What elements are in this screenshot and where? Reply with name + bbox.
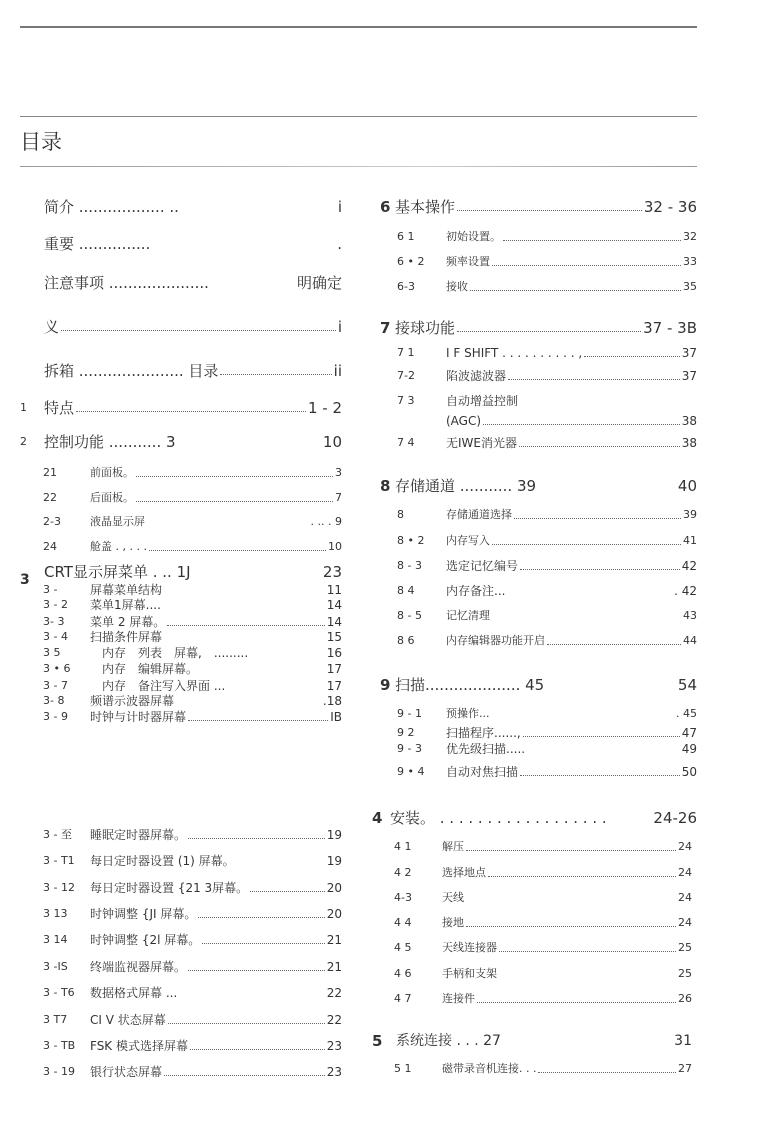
- entry-page: 44: [683, 634, 697, 647]
- entry-title: 特点: [44, 399, 75, 417]
- entry-page: 24: [678, 891, 692, 904]
- entry-number: 5 1: [394, 1062, 412, 1075]
- toc-entry[interactable]: [0, 964, 784, 984]
- entry-page: 38: [681, 436, 697, 450]
- dot-leader: [136, 501, 333, 502]
- entry-number: 4 6: [394, 967, 412, 980]
- entry-title: 预操作...: [446, 707, 490, 720]
- toc-entry[interactable]: [0, 433, 784, 453]
- entry-title: 自动对焦扫描: [446, 765, 519, 779]
- entry-title: 初始设置。: [446, 230, 501, 243]
- entry-number: 1: [20, 401, 27, 414]
- entry-number: 8 - 3: [397, 559, 422, 572]
- entry-number: 4 5: [394, 941, 412, 954]
- entry-title: 每日定时器设置 {21 3屏幕。: [90, 881, 249, 895]
- entry-page: 37 - 3B: [643, 319, 697, 337]
- entry-page: 47: [681, 726, 697, 740]
- entry-title: FSK 模式选择屏幕: [90, 1039, 188, 1053]
- dot-leader: [457, 331, 641, 332]
- entry-number: 8 - 5: [397, 609, 422, 622]
- entry-page: 11: [326, 583, 342, 597]
- dot-leader: [519, 446, 680, 447]
- entry-title: 扫描.................... 45: [395, 676, 545, 694]
- entry-page: .18: [322, 694, 342, 708]
- entry-page: 17: [326, 679, 342, 693]
- entry-page: 21: [326, 933, 342, 947]
- entry-title: 基本操作: [395, 198, 456, 216]
- toc-entry[interactable]: [0, 888, 784, 908]
- entry-page: .: [337, 235, 342, 253]
- entry-number: 7 3: [397, 394, 415, 407]
- entry-page: 23: [326, 1039, 342, 1053]
- entry-title: I F SHIFT . . . . . . . . . . ,: [446, 346, 583, 360]
- entry-title: 系统连接 . . . 27: [396, 1033, 501, 1049]
- entry-title: 无IWE消光器: [446, 436, 517, 450]
- entry-page: 22: [326, 1013, 342, 1027]
- entry-title: 存储通道选择: [446, 508, 512, 521]
- dot-leader: [466, 850, 676, 851]
- entry-page: 27: [678, 1062, 692, 1075]
- toc-entry[interactable]: [0, 366, 784, 386]
- entry-title: 内存 编辑屏幕。: [90, 662, 199, 676]
- entry-number: 3 T7: [43, 1013, 68, 1026]
- entry-number: 5: [372, 1032, 383, 1050]
- toc-entry[interactable]: [0, 913, 784, 933]
- entry-page: 22: [326, 986, 342, 1000]
- entry-title: 注意事项 .....................: [44, 274, 209, 292]
- entry-page: 37: [681, 346, 697, 360]
- entry-number: 7: [380, 319, 391, 337]
- toc-entry[interactable]: [0, 631, 784, 651]
- entry-page: 3: [335, 466, 342, 479]
- page-title: 目录: [20, 130, 62, 154]
- entry-number: 3 - 4: [43, 630, 68, 643]
- entry-number: 4-3: [394, 891, 412, 904]
- entry-title: 选定记忆编号: [446, 559, 519, 573]
- entry-page: . .. . 9: [310, 515, 342, 528]
- entry-page: 24: [678, 840, 692, 853]
- entry-title: 自动增益控制: [446, 394, 519, 408]
- entry-page: 26: [678, 992, 692, 1005]
- entry-page: 14: [326, 598, 342, 612]
- entry-page: i: [337, 198, 342, 216]
- entry-page: 25: [678, 941, 692, 954]
- entry-title: 安装。 . . . . . . . . . . . . . . . . . .: [390, 809, 607, 827]
- entry-title: 屏幕菜单结构: [90, 583, 163, 597]
- entry-number: 6: [380, 198, 391, 216]
- entry-title: 菜单1屏幕....: [90, 598, 161, 612]
- entry-number: 9 • 4: [397, 765, 425, 778]
- toc-entry[interactable]: [0, 938, 784, 958]
- entry-page: 39: [683, 508, 697, 521]
- entry-page: 50: [681, 765, 697, 779]
- entry-number: 3 - 7: [43, 679, 68, 692]
- entry-number: 3 - 12: [43, 881, 75, 894]
- dot-leader: [168, 1023, 325, 1024]
- entry-page: 25: [678, 967, 692, 980]
- entry-number: 3 14: [43, 933, 68, 946]
- dot-leader: [492, 265, 681, 266]
- toc-entry[interactable]: [0, 837, 784, 857]
- entry-number: 8: [397, 508, 404, 521]
- entry-title: 天线连接器: [442, 941, 497, 954]
- toc-entry[interactable]: [0, 227, 784, 247]
- title-rule: [20, 166, 697, 167]
- dot-leader: [457, 210, 642, 211]
- entry-title: 频率设置: [446, 255, 490, 268]
- entry-number: 8: [380, 477, 391, 495]
- entry-number: 3- 3: [43, 615, 65, 628]
- entry-number: 7-2: [397, 369, 415, 382]
- dot-leader: [523, 736, 680, 737]
- entry-title: CRT显示屏菜单 . .. 1J: [44, 563, 191, 581]
- entry-number: 4 1: [394, 840, 412, 853]
- dot-leader: [584, 356, 680, 357]
- dot-leader: [538, 1072, 676, 1073]
- entry-title: 解压: [442, 840, 464, 853]
- entry-title: 记忆清理: [446, 609, 490, 622]
- toc-entry[interactable]: [0, 989, 784, 1009]
- header-rule: [20, 116, 697, 117]
- entry-title: 液晶显示屏: [90, 515, 145, 528]
- entry-title: 接收: [446, 280, 468, 293]
- entry-page: 20: [326, 907, 342, 921]
- entry-page: 49: [681, 742, 697, 756]
- entry-number: 8 6: [397, 634, 415, 647]
- entry-number: 9 - 1: [397, 707, 422, 720]
- entry-title: 扫描程序......,: [446, 726, 521, 740]
- entry-page: 23: [322, 563, 342, 581]
- entry-page: 19: [326, 854, 342, 868]
- entry-page: . 45: [676, 707, 697, 720]
- entry-title: 拆箱 ...................... 目录: [44, 362, 219, 380]
- dot-leader: [508, 379, 680, 380]
- dot-leader: [520, 775, 680, 776]
- entry-title: 天线: [442, 891, 464, 904]
- dot-leader: [470, 290, 681, 291]
- entry-title: (AGC): [446, 414, 482, 428]
- entry-number: 3 - 2: [43, 598, 68, 611]
- entry-title: 接地: [442, 916, 464, 929]
- entry-title: 陷波滤波器: [446, 369, 507, 383]
- entry-page: 17: [326, 662, 342, 676]
- entry-number: 7 4: [397, 436, 415, 449]
- entry-title: 重要 ...............: [44, 235, 151, 253]
- entry-page: ii: [333, 362, 342, 380]
- entry-number: 2-3: [43, 515, 61, 528]
- entry-number: 22: [43, 491, 57, 504]
- entry-title: 数据格式屏幕 ...: [90, 986, 178, 1000]
- entry-number: 7 1: [397, 346, 415, 359]
- entry-page: 19: [326, 828, 342, 842]
- entry-page: 24: [678, 916, 692, 929]
- toc-entry[interactable]: [0, 581, 784, 601]
- entry-title: 连接件: [442, 992, 475, 1005]
- entry-page: 16: [326, 646, 342, 660]
- toc-entry[interactable]: [0, 318, 784, 338]
- toc-entry[interactable]: [0, 197, 784, 217]
- dot-leader: [547, 644, 681, 645]
- entry-number: 9 2: [397, 726, 415, 739]
- entry-number: 3 - T6: [43, 986, 75, 999]
- entry-page: 40: [677, 477, 697, 495]
- toc-entry[interactable]: [0, 277, 784, 297]
- entry-title: 磁带录音机连接. . .: [442, 1062, 537, 1075]
- entry-number: 3 -: [43, 583, 58, 596]
- entry-title: 舱盖 . , . . .: [90, 540, 147, 553]
- dot-leader: [466, 926, 676, 927]
- toc-entry[interactable]: [0, 675, 784, 695]
- toc-entry[interactable]: [0, 606, 784, 626]
- entry-number: 3 - T1: [43, 854, 75, 867]
- entry-title: 义: [44, 318, 60, 336]
- entry-title: 后面板。: [90, 491, 134, 504]
- toc-entry[interactable]: [0, 863, 784, 883]
- entry-number: 3: [20, 572, 30, 588]
- entry-page: 43: [683, 609, 697, 622]
- entry-page: 10: [322, 433, 342, 451]
- entry-title: 睡眠定时器屏幕。: [90, 828, 187, 842]
- dot-leader: [499, 951, 676, 952]
- toc-entry[interactable]: [0, 762, 784, 782]
- toc-entry[interactable]: [0, 411, 784, 431]
- entry-page: 21: [326, 960, 342, 974]
- entry-number: 8 4: [397, 584, 415, 597]
- entry-number: 4 2: [394, 866, 412, 879]
- entry-number: 24: [43, 540, 57, 553]
- entry-title: 内存备注...: [446, 584, 506, 598]
- entry-title: 时钟与计时器屏幕: [90, 710, 187, 724]
- toc-entry[interactable]: [0, 808, 784, 828]
- toc-entry[interactable]: [0, 343, 784, 363]
- entry-page: 24: [678, 866, 692, 879]
- dot-leader: [520, 569, 680, 570]
- entry-title: 银行状态屏幕: [90, 1065, 163, 1079]
- toc-entry[interactable]: [0, 531, 784, 551]
- entry-title: 菜单 2 屏幕。: [90, 615, 166, 629]
- entry-number: 2: [20, 435, 27, 448]
- entry-page: 38: [681, 414, 697, 428]
- entry-number: 3 - 至: [43, 828, 72, 841]
- entry-page: 33: [683, 255, 697, 268]
- entry-page: 31: [674, 1033, 692, 1049]
- toc-entry[interactable]: [0, 704, 784, 724]
- entry-page: 15: [326, 630, 342, 644]
- toc-entry[interactable]: [0, 1059, 784, 1079]
- toc-entry[interactable]: [0, 505, 784, 525]
- entry-title: CI V 状态屏幕: [90, 1013, 166, 1027]
- entry-title: 前面板。: [90, 466, 134, 479]
- entry-page: 54: [677, 676, 697, 694]
- dot-leader: [514, 518, 681, 519]
- entry-page: 7: [335, 491, 342, 504]
- entry-page: 35: [683, 280, 697, 293]
- entry-title: 优先级扫描.....: [446, 742, 526, 756]
- entry-page: 41: [683, 534, 697, 547]
- entry-number: 3 - 19: [43, 1065, 75, 1078]
- entry-number: 3- 8: [43, 694, 65, 707]
- entry-title: 控制功能 ........... 3: [44, 433, 176, 451]
- entry-title: 时钟调整 {JI 屏幕。: [90, 907, 197, 921]
- dot-leader: [483, 424, 680, 425]
- entry-number: 3 - TB: [43, 1039, 76, 1052]
- top-rule: [20, 26, 697, 28]
- dot-leader: [477, 1002, 676, 1003]
- entry-page: 24-26: [653, 809, 697, 827]
- entry-title: 扫描条件屏幕: [90, 630, 163, 644]
- toc-entry[interactable]: [0, 556, 784, 576]
- entry-title: 内存编辑器功能开启: [446, 634, 545, 647]
- entry-number: 3 -IS: [43, 960, 68, 973]
- entry-number: 8 • 2: [397, 534, 425, 547]
- dot-leader: [503, 240, 681, 241]
- entry-title: 每日定时器设置 (1) 屏幕。: [90, 854, 235, 868]
- toc-entry[interactable]: [0, 391, 784, 411]
- entry-number: 6 • 2: [397, 255, 425, 268]
- entry-number: 6 1: [397, 230, 415, 243]
- toc-entry[interactable]: [0, 476, 784, 496]
- toc-entry[interactable]: [0, 252, 784, 272]
- entry-title: 选择地点: [442, 866, 486, 879]
- entry-number: 6-3: [397, 280, 415, 293]
- entry-title: 手柄和支架: [442, 967, 497, 980]
- entry-page: 明确定: [296, 274, 342, 292]
- entry-number: 3 • 6: [43, 662, 71, 675]
- entry-number: 4 7: [394, 992, 412, 1005]
- dot-leader: [492, 544, 681, 545]
- entry-title: 内存 备注写入界面 ...: [90, 679, 226, 693]
- entry-title: 接球功能: [395, 319, 456, 337]
- toc-entry[interactable]: [0, 1010, 784, 1030]
- entry-title: 内存 列表 屏幕, .........: [90, 646, 249, 660]
- entry-title: 存储通道 ........... 39: [395, 477, 537, 495]
- entry-page: 14: [326, 615, 342, 629]
- entry-title: 时钟调整 {2l 屏幕。: [90, 933, 201, 947]
- entry-number: 4 4: [394, 916, 412, 929]
- entry-title: 内存写入: [446, 534, 490, 547]
- entry-page: 37: [681, 369, 697, 383]
- entry-page: 10: [328, 540, 342, 553]
- entry-number: 3 5: [43, 646, 61, 659]
- entry-page: 32 - 36: [643, 198, 697, 216]
- entry-title: 简介 .................. ..: [44, 198, 179, 216]
- entry-page: i: [337, 318, 342, 336]
- entry-number: 3 13: [43, 907, 68, 920]
- entry-page: 23: [326, 1065, 342, 1079]
- entry-number: 4: [372, 809, 383, 827]
- toc-entry[interactable]: [0, 739, 784, 759]
- entry-page: 20: [326, 881, 342, 895]
- entry-title: 终端监视器屏幕。: [90, 960, 187, 974]
- entry-page: IB: [330, 710, 342, 724]
- dot-leader: [488, 876, 676, 877]
- entry-page: . 42: [674, 584, 697, 598]
- toc-entry[interactable]: [0, 1031, 784, 1051]
- entry-title: 频谱示波器屏幕: [90, 694, 175, 708]
- entry-number: 3 - 9: [43, 710, 68, 723]
- entry-page: 1 - 2: [307, 399, 342, 417]
- entry-number: 21: [43, 466, 57, 479]
- entry-page: 32: [683, 230, 697, 243]
- entry-number: 9 - 3: [397, 742, 422, 755]
- entry-number: 9: [380, 676, 391, 694]
- entry-page: 42: [681, 559, 697, 573]
